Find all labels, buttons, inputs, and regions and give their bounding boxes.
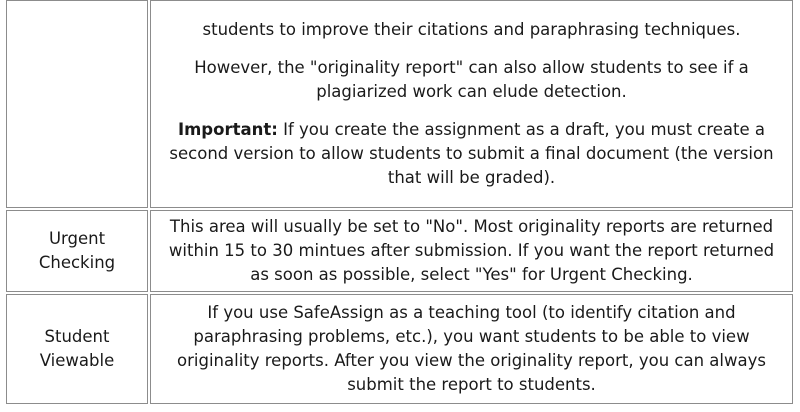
description-paragraph: However, the "originality report" can also allow students to see if a plagiarized work can elude detection. [194, 58, 749, 101]
row-description [150, 294, 793, 404]
label-line: Student [44, 327, 110, 346]
label-line: Urgent [48, 229, 106, 248]
table-row [6, 0, 793, 208]
table-row [6, 294, 793, 404]
row-description [150, 0, 793, 208]
label-line: Checking [38, 253, 116, 272]
row-label [6, 210, 148, 292]
settings-table [4, 0, 795, 406]
description-paragraph: students to improve their citations and paraphrasing techniques. [202, 20, 741, 39]
important-text: If you create the assignment as a draft, you must create a second version to allow students to submit a final document (the version that will be graded). [169, 120, 774, 187]
label-line: Viewable [39, 351, 115, 370]
row-label [6, 294, 148, 404]
important-label: Important: [177, 120, 278, 139]
description-paragraph: If you use SafeAssign as a teaching tool (to identify citation and paraphrasing problems, etc.), you want students to be able to view originality reports. After you view the originality report, you can always submit the report to students. [177, 303, 766, 394]
row-description [150, 210, 793, 292]
table-row [6, 210, 793, 292]
row-label-empty [6, 0, 148, 208]
description-paragraph: This area will usually be set to "No". Most originality reports are returned within 15 to 30 mintues after submission. If you want the report returned as soon as possible, select "Yes" for Urgent Checking. [168, 217, 775, 284]
important-note [163, 118, 780, 190]
